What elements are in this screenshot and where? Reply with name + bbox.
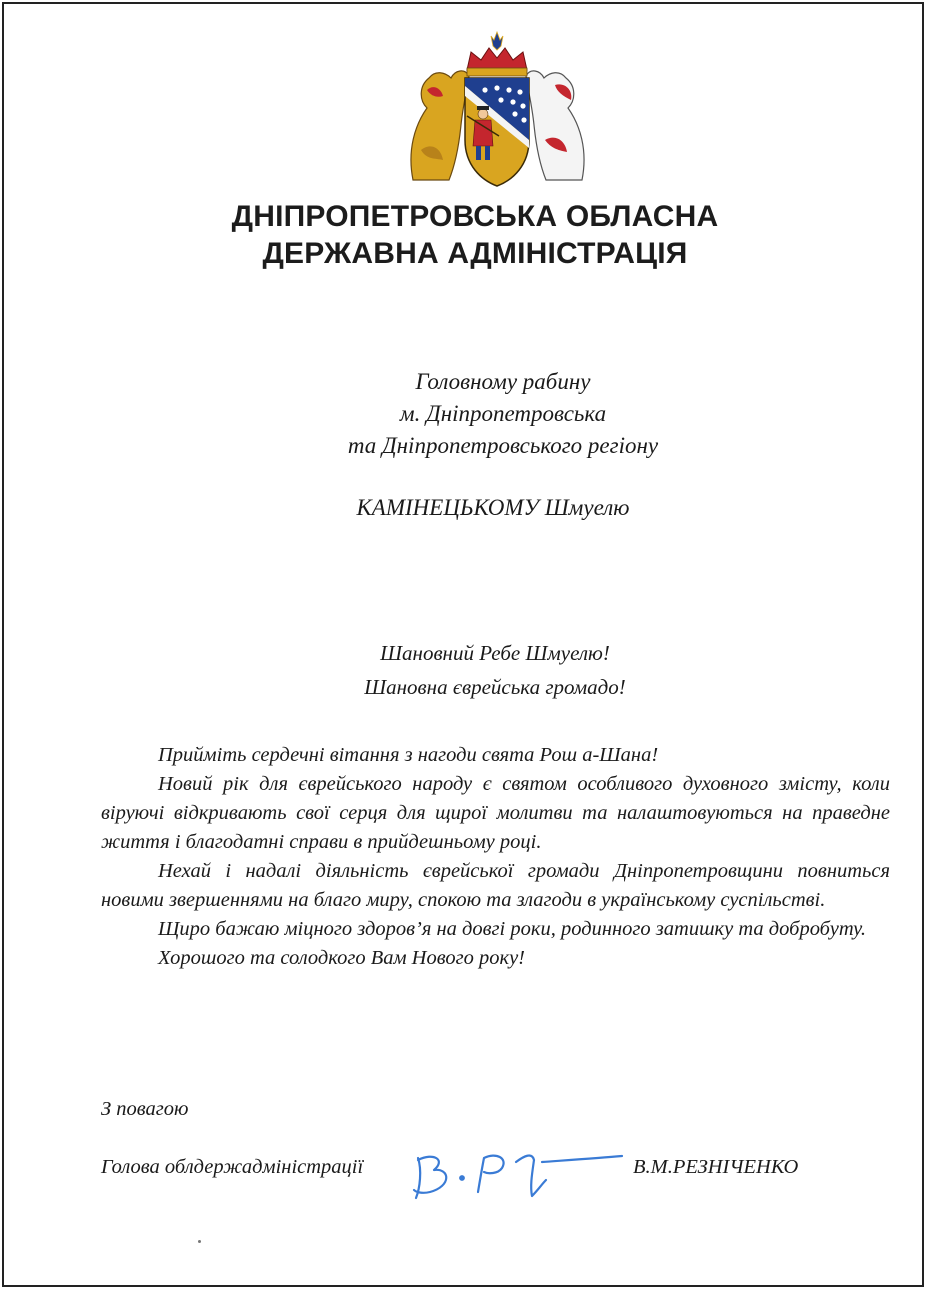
letterhead-title-line-2: ДЕРЖАВНА АДМІНІСТРАЦІЯ	[262, 237, 688, 270]
letterhead-title	[0, 198, 930, 272]
addressee-block	[0, 366, 930, 524]
letter-body	[101, 741, 890, 973]
letterhead-title-line-1: ДНІПРОПЕТРОВСЬКА ОБЛАСНА	[231, 200, 719, 233]
addressee-line-2: м. Дніпропетровська	[399, 401, 607, 426]
signer-name: В.М.РЕЗНІЧЕНКО	[633, 1156, 799, 1178]
addressee-line-3: та Дніпропетровського регіону	[347, 433, 659, 458]
paper-speck	[198, 1240, 201, 1243]
salutation-line-2: Шановна єврейська громадо!	[364, 675, 626, 699]
salutation-block	[0, 636, 930, 704]
body-paragraph-2: Новий рік для єврейського народу є святом особливого духовного змісту, коли віруючі відкривають свої серця для щирої молитви та налаштовуються на праведне життя і благодатні справи в прийдешньому році.	[101, 773, 890, 853]
addressee-line-1: Головному рабину	[415, 369, 591, 394]
coat-of-arms-emblem	[405, 30, 590, 188]
body-paragraph-1: Прийміть сердечні вітання з нагоди свята Рош а-Шана!	[158, 744, 659, 766]
signer-position: Голова облдержадміністрації	[101, 1156, 364, 1178]
addressee-name: КАМІНЕЦЬКОМУ Шмуелю	[356, 495, 630, 520]
body-paragraph-5: Хорошого та солодкого Вам Нового року!	[158, 947, 525, 969]
handwritten-signature	[400, 1140, 625, 1210]
closing-regards: З повагою	[101, 1098, 189, 1120]
body-paragraph-4: Щиро бажаю міцного здоров’я на довгі роки, родинного затишку та добробуту.	[158, 918, 867, 940]
salutation-line-1: Шановний Ребе Шмуелю!	[380, 641, 610, 665]
body-paragraph-3: Нехай і надалі діяльність єврейської громади Дніпропетровщини повниться новими звершеннями на благо миру, спокою та злагоди в українському суспільстві.	[101, 860, 890, 911]
